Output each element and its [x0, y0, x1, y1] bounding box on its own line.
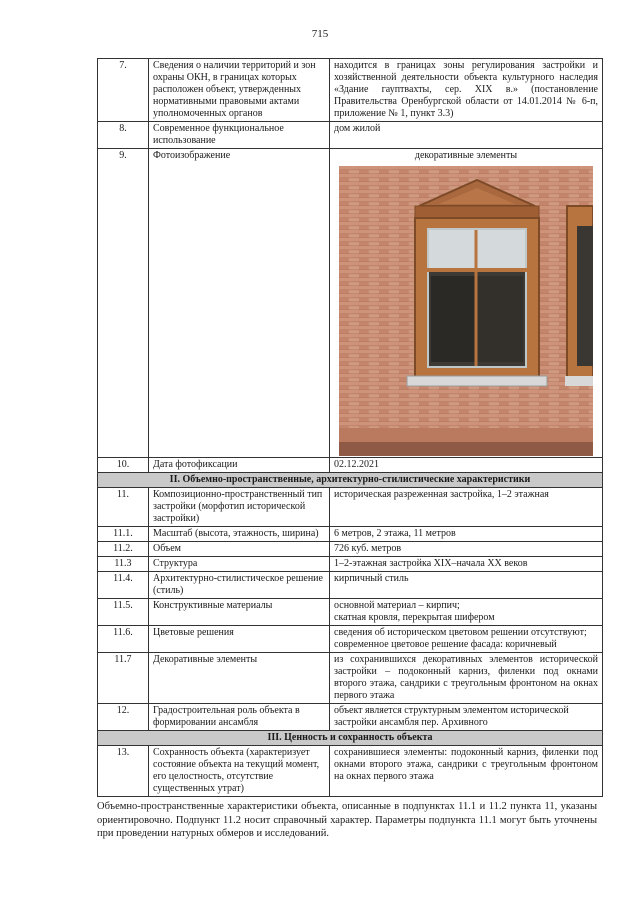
page-number: 715: [311, 28, 329, 40]
row-label: Композиционно-пространственный тип застройки (морфотип исторической застройки): [149, 488, 330, 527]
row-number: 10.: [98, 458, 149, 473]
row-label: Масштаб (высота, этажность, ширина): [149, 527, 330, 542]
photo-caption: декоративные элементы: [414, 150, 518, 161]
table-row: [98, 488, 603, 527]
row-value: 02.12.2021: [330, 458, 603, 473]
row-number: 11.3: [98, 557, 149, 572]
row-number: 11.6.: [98, 626, 149, 653]
row-value: дом жилой: [330, 122, 603, 149]
row-value: 1–2-этажная застройка XIX–начала XX веков: [330, 557, 603, 572]
row-label: Декоративные элементы: [149, 653, 330, 704]
row-label: Фотоизображение: [149, 149, 330, 458]
row-value: основной материал – кирпич; скатная кровля, перекрытая шифером: [330, 599, 603, 626]
table-row: [98, 458, 603, 473]
table-row: [98, 122, 603, 149]
row-label: Сохранность объекта (характеризует состояние объекта на текущий момент, его целостность, отсутствие существенных утрат): [149, 746, 330, 797]
row-number: 11.: [98, 488, 149, 527]
section-header: [98, 731, 603, 746]
row-value: сохранившиеся элементы: подоконный карниз, филенки под окнами второго этажа, сандрики с треугольным фронтоном на окнах первого этажа: [330, 746, 603, 797]
row-label: Сведения о наличии территорий и зон охраны ОКН, в границах которых расположен объект, утвержденных нормативными правовыми актами уполномоченных органов: [149, 59, 330, 122]
table-row: [98, 653, 603, 704]
table-row: [98, 59, 603, 122]
table-row: [98, 626, 603, 653]
table-row: [98, 704, 603, 731]
row-label: Цветовые решения: [149, 626, 330, 653]
row-value: историческая разреженная застройка, 1–2 этажная: [330, 488, 603, 527]
row-label: Объем: [149, 542, 330, 557]
section-title: II. Объемно-пространственные, архитектурно-стилистические характеристики: [98, 473, 603, 488]
row-number: 11.2.: [98, 542, 149, 557]
row-label: Градостроительная роль объекта в формировании ансамбля: [149, 704, 330, 731]
row-value: сведения об историческом цветовом решении отсутствуют; современное цветовое решение фасада: коричневый: [330, 626, 603, 653]
row-label: Современное функциональное использование: [149, 122, 330, 149]
section-title: III. Ценность и сохранность объекта: [98, 731, 603, 746]
row-number: 12.: [98, 704, 149, 731]
table-row: [98, 527, 603, 542]
row-number: 11.1.: [98, 527, 149, 542]
row-label: Конструктивные материалы: [149, 599, 330, 626]
table-row: [98, 599, 603, 626]
row-value: находится в границах зоны регулирования застройки и хозяйственной деятельности объекта культурного наследия «Здание гауптвахты, сер. XIX в.» (постановление Правительства Оренбургской области от 14.01.2014 № 6-п, приложение № 1, пункт 3.3): [330, 59, 603, 122]
table-row: [98, 542, 603, 557]
table-row: [98, 149, 603, 458]
row-number: 11.5.: [98, 599, 149, 626]
building-photo: [339, 166, 593, 456]
row-value: 726 куб. метров: [330, 542, 603, 557]
row-value: из сохранившихся декоративных элементов исторической застройки – подоконный карниз, филенки под окнами второго этажа, сандрики с треугольным фронтоном на окнах первого этажа: [330, 653, 603, 704]
photo-cell: [330, 149, 603, 458]
section-header: [98, 473, 603, 488]
row-value: объект является структурным элементом исторической застройки ансамбля пер. Архивного: [330, 704, 603, 731]
row-value: 6 метров, 2 этажа, 11 метров: [330, 527, 603, 542]
table-row: [98, 746, 603, 797]
table-row: [98, 557, 603, 572]
row-number: 9.: [98, 149, 149, 458]
table-row: [98, 572, 603, 599]
row-number: 11.7: [98, 653, 149, 704]
footnote-text: Объемно-пространственные характеристики объекта, описанные в подпунктах 11.1 и 11.2 пункта 11, указаны ориентировочно. Подпункт 11.2 носит справочный характер. Параметры подпункта 11.1 могут быть уточнены при проведении натурных обмеров и исследований.: [97, 801, 597, 839]
row-number: 7.: [98, 59, 149, 122]
row-number: 8.: [98, 122, 149, 149]
row-label: Архитектурно-стилистическое решение (стиль): [149, 572, 330, 599]
row-number: 13.: [98, 746, 149, 797]
row-number: 11.4.: [98, 572, 149, 599]
row-label: Структура: [149, 557, 330, 572]
row-label: Дата фотофиксации: [149, 458, 330, 473]
row-value: кирпичный стиль: [330, 572, 603, 599]
passport-table: [97, 58, 603, 797]
